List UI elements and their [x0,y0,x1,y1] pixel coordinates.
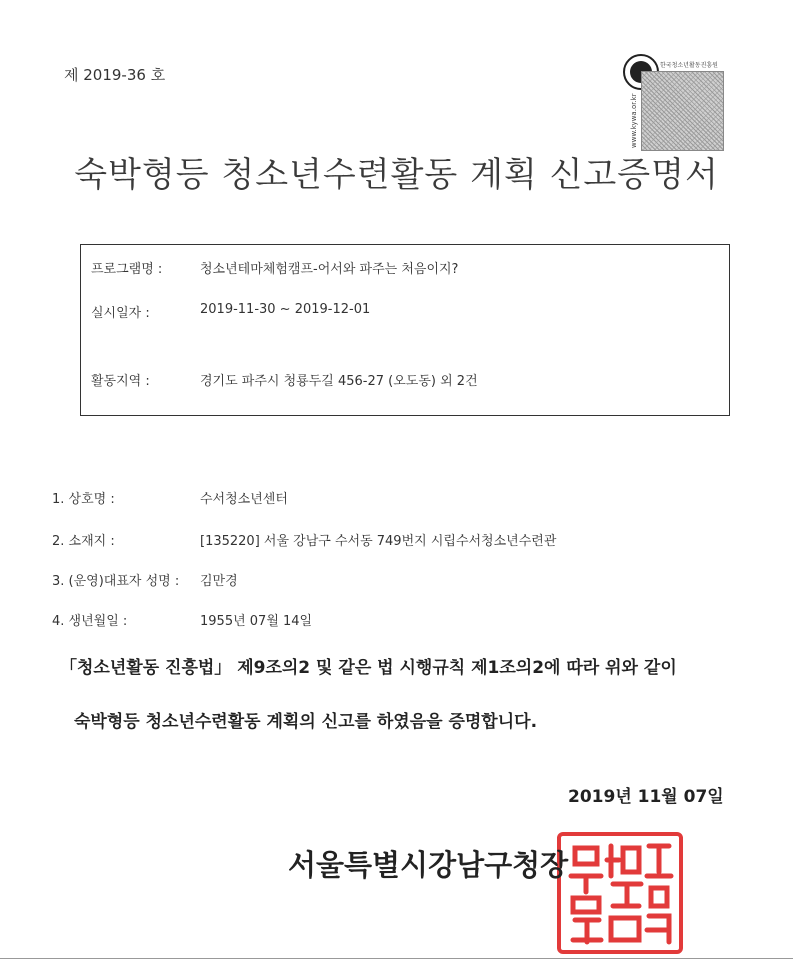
business-name-value: 수서청소년센터 [200,492,288,507]
program-name-value: 청소년테마체험캠프-어서와 파주는 처음이지? [200,262,459,277]
representative-label: 3. (운영)대표자 성명 : [52,574,180,589]
program-name-label: 프로그램명 : [91,262,163,277]
page-bottom-rule [0,958,793,959]
date-label: 실시일자 : [91,306,150,321]
region-value: 경기도 파주시 청룡두길 456-27 (오도동) 외 2건 [200,374,478,389]
business-name-label: 1. 상호명 : [52,492,115,507]
representative-value: 김만경 [200,574,238,589]
region-label: 활동지역 : [91,374,150,389]
birthdate-label: 4. 생년월일 : [52,614,128,629]
address-label: 2. 소재지 : [52,534,115,549]
date-value: 2019-11-30 ~ 2019-12-01 [200,302,371,317]
birthdate-value: 1955년 07월 14일 [200,614,313,629]
document-number: 제 2019-36 호 [64,66,166,84]
issuer-name: 서울특별시강남구청장 [288,848,569,882]
logo-url: www.kywa.or.kr [630,93,638,148]
verification-pattern [641,71,724,151]
document-title: 숙박형등 청소년수련활동 계획 신고증명서 [74,155,719,195]
seal-stamp-icon [561,836,679,950]
address-value: [135220] 서울 강남구 수서동 749번지 시립수서청소년수련관 [200,534,557,549]
statement-line-1: 「청소년활동 진흥법」 제9조의2 및 같은 법 시행규칙 제1조의2에 따라 위와 같이 [60,658,677,678]
official-seal [557,832,683,954]
statement-line-2: 숙박형등 청소년수련활동 계획의 신고를 하였음을 증명합니다. [74,712,538,732]
logo-org-name: 한국청소년활동진흥원 [660,62,718,69]
issue-date: 2019년 11월 07일 [568,787,724,807]
